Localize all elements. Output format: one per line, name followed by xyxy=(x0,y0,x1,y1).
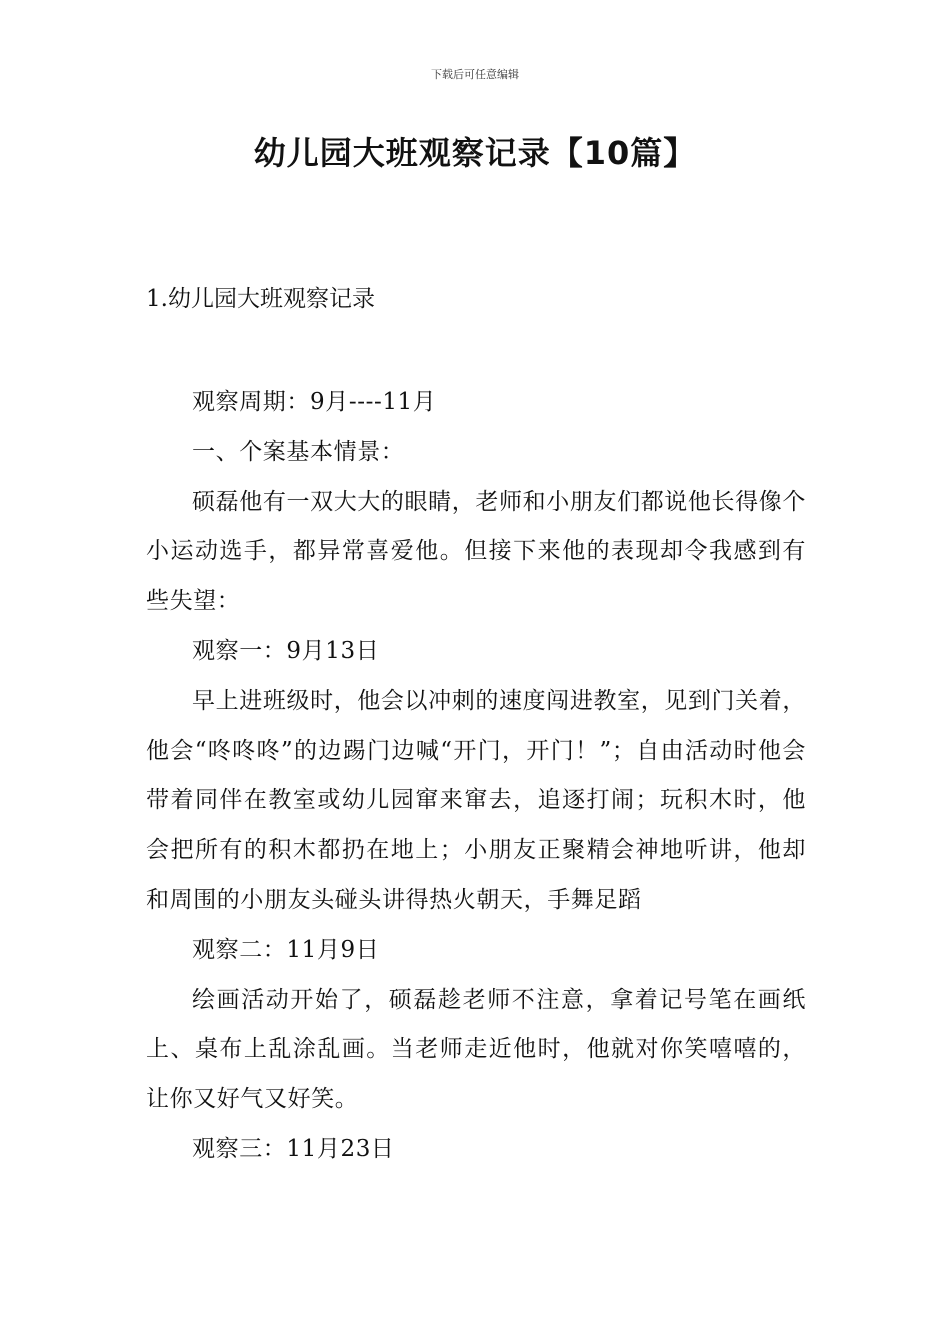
paragraph-observation-one: 早上进班级时，他会以冲刺的速度闯进教室，见到门关着，他会“咚咚咚”的边踢门边喊“开门，开门！”；自由活动时他会带着同伴在教室或幼儿园窜来窜去，追逐打闹；玩积木时，他会把所有的积木都扔在地上；小朋友正聚精会神地听讲，他却和周围的小朋友头碰头讲得热火朝天，手舞足蹈 xyxy=(146,687,806,913)
document-body xyxy=(146,378,806,1175)
paragraph-heading-basic-info: 一、个案基本情景： xyxy=(192,438,405,465)
document-title: 幼儿园大班观察记录【10篇】 xyxy=(253,134,697,172)
header-note: 下载后可任意编辑 xyxy=(431,68,519,81)
paragraph-observation-period: 观察周期：9月----11月 xyxy=(192,389,437,415)
paragraph-basic-info: 硕磊他有一双大大的眼睛，老师和小朋友们都说他长得像个小运动选手，都异常喜爱他。但接下来他的表现却令我感到有些失望： xyxy=(146,488,806,615)
paragraph-observation-two-title: 观察二：11月9日 xyxy=(192,936,380,963)
paragraph-observation-three-title: 观察三：11月23日 xyxy=(192,1135,395,1162)
paragraph-observation-one-title: 观察一：9月13日 xyxy=(192,637,380,664)
paragraph-observation-two: 绘画活动开始了，硕磊趁老师不注意，拿着记号笔在画纸上、桌布上乱涂乱画。当老师走近他时，他就对你笑嘻嘻的，让你又好气又好笑。 xyxy=(146,986,806,1113)
section-title: 1.幼儿园大班观察记录 xyxy=(146,286,375,312)
